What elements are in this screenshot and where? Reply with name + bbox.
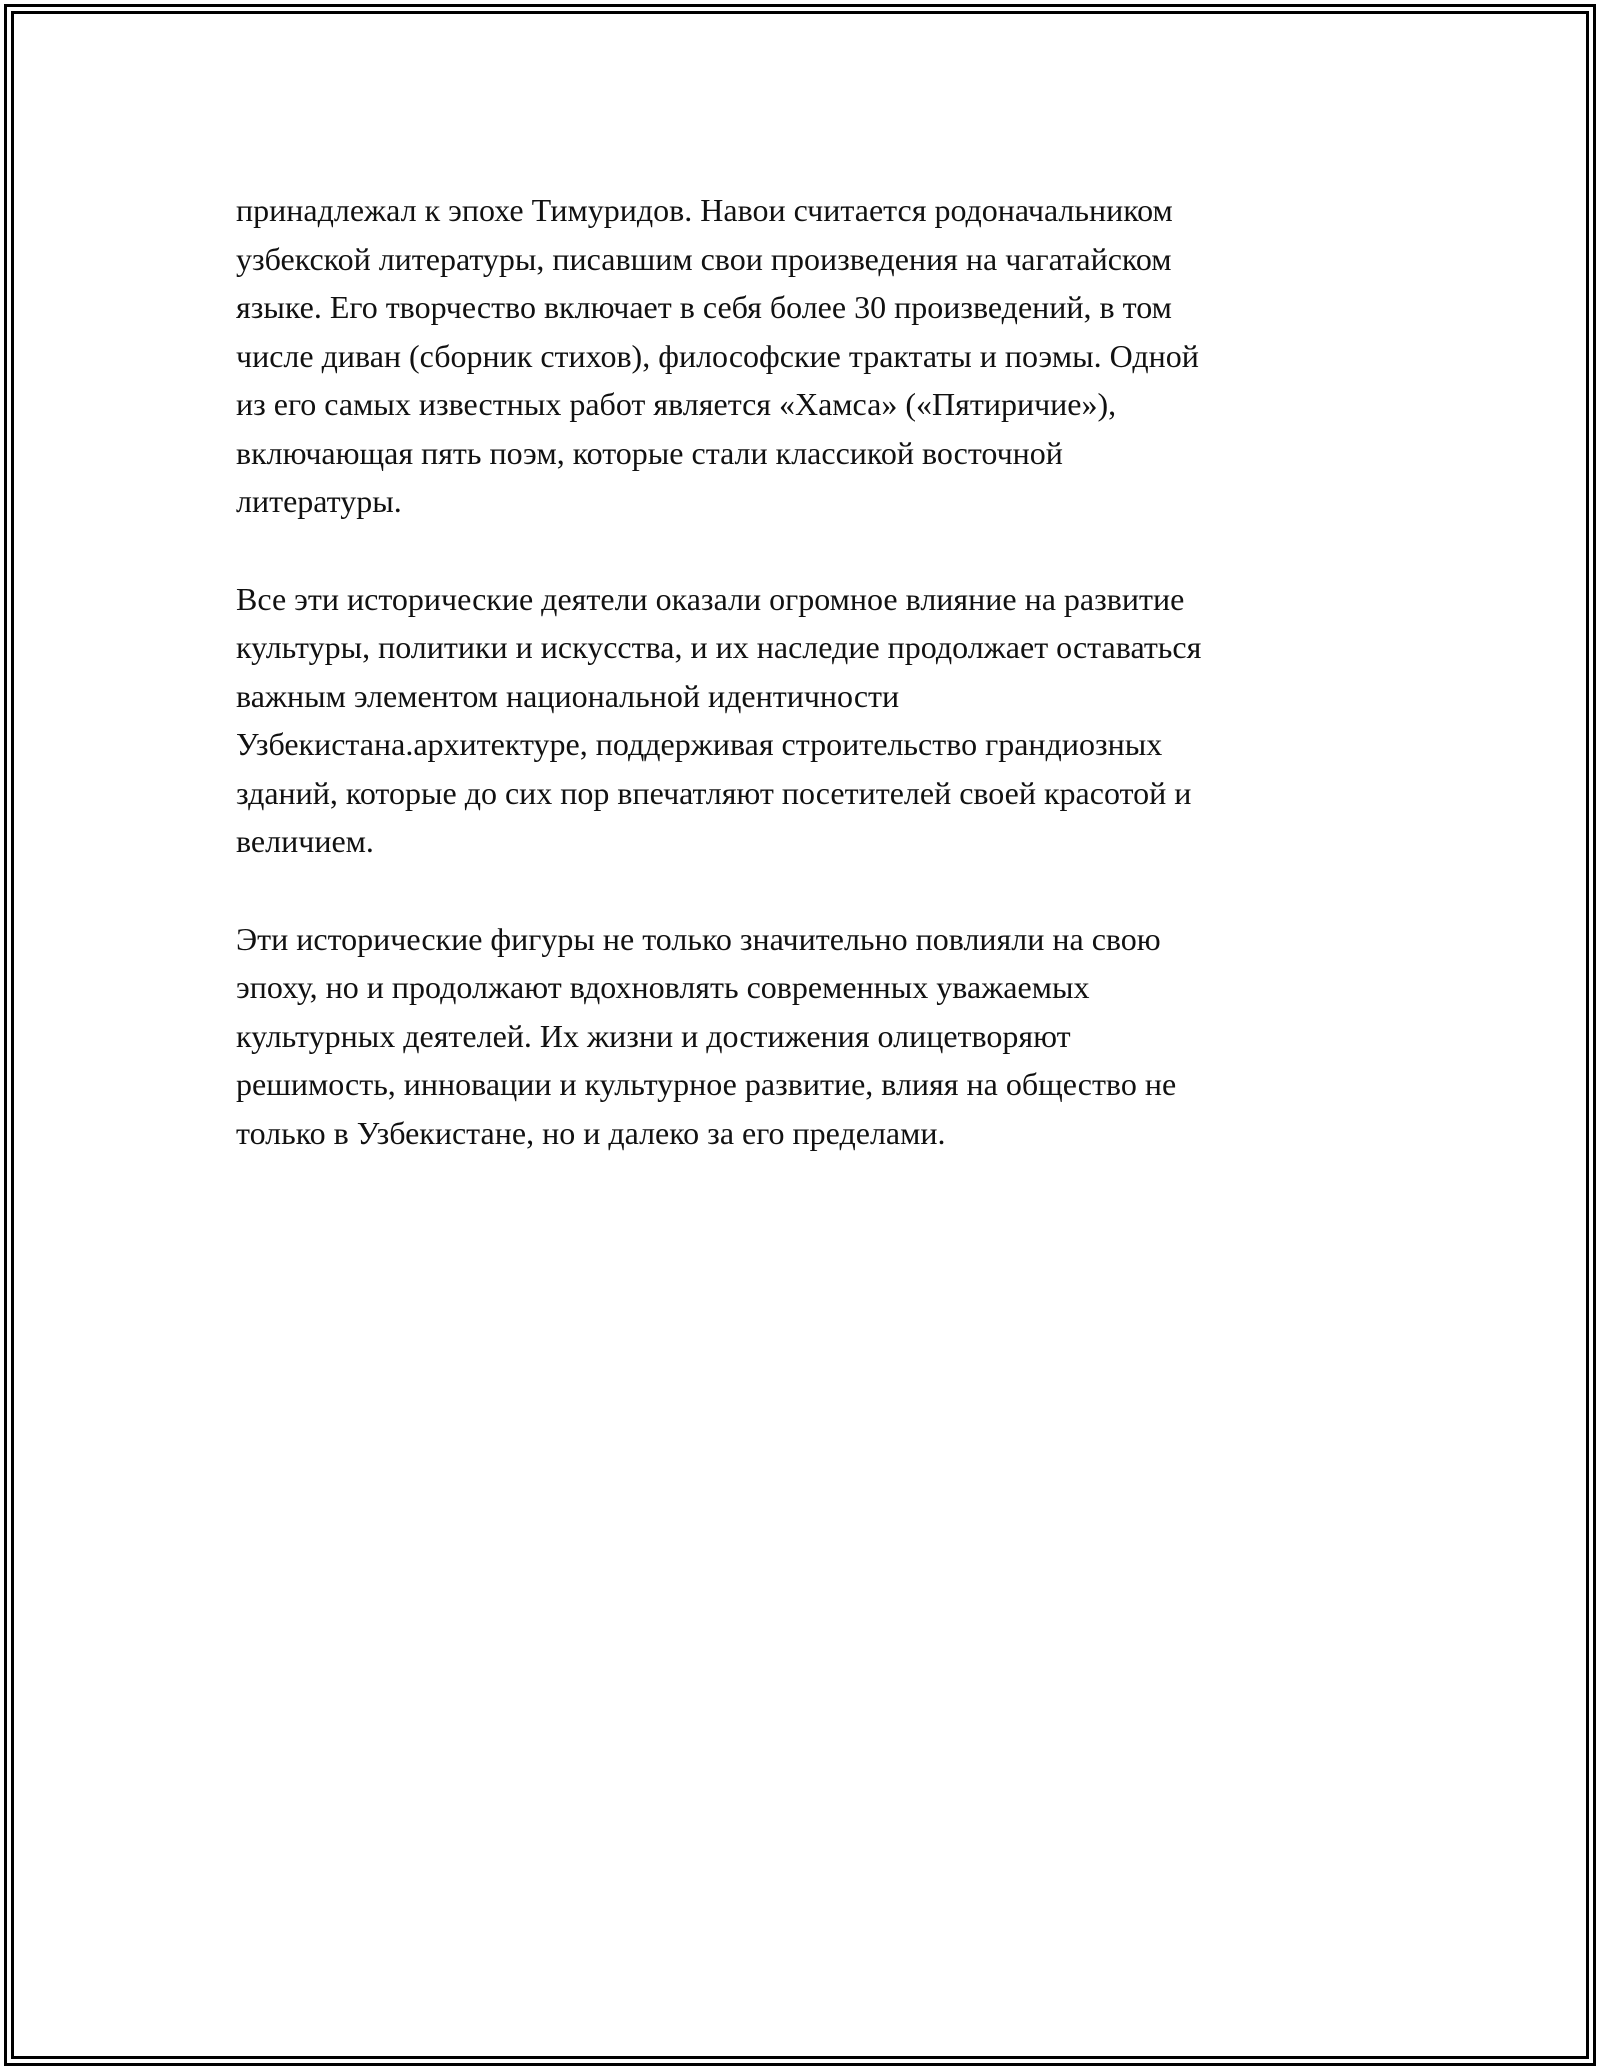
text-line: Эти исторические фигуры не только значительно повлияли на свою bbox=[236, 920, 1161, 957]
text-line: из его самых известных работ является «Хамса» («Пятиричие»), bbox=[236, 386, 1117, 422]
document-body bbox=[236, 186, 1366, 1206]
text-line: Все эти исторические деятели оказали огромное влияние на развитие bbox=[236, 580, 1185, 617]
text-line: культурных деятелей. Их жизни и достижения олицетворяют bbox=[236, 1017, 1071, 1054]
text-line: культуры, политики и искусства, и их наследие продолжает оставаться bbox=[236, 629, 1202, 665]
text-line: важным элементом национальной идентичности bbox=[236, 677, 900, 714]
text-line: литературы. bbox=[236, 483, 402, 519]
text-line: только в Узбекистане, но и далеко за его пределами. bbox=[236, 1114, 946, 1151]
paragraph-3 bbox=[236, 915, 1366, 1158]
text-line: Узбекистана.архитектуре, поддерживая строительство грандиозных bbox=[236, 726, 1163, 762]
text-line: зданий, которые до сих пор впечатляют посетителей своей красотой и bbox=[236, 774, 1192, 811]
text-line: принадлежал к эпохе Тимуридов. Навои считается родоначальником bbox=[236, 192, 1173, 228]
text-line: включающая пять поэм, которые стали классикой восточной bbox=[236, 434, 1063, 471]
paragraph-2 bbox=[236, 575, 1366, 866]
text-line: языке. Его творчество включает в себя более 30 произведений, в том bbox=[236, 289, 1172, 325]
paragraph-1 bbox=[236, 186, 1366, 526]
text-line: узбекской литературы, писавшим свои произведения на чагатайском bbox=[236, 240, 1172, 277]
text-line: числе диван (сборник стихов), философские трактаты и поэмы. Одной bbox=[236, 337, 1199, 374]
text-line: эпоху, но и продолжают вдохновлять современных уважаемых bbox=[236, 969, 1090, 1005]
text-line: величием. bbox=[236, 823, 374, 859]
text-line: решимость, инновации и культурное развитие, влияя на общество не bbox=[236, 1066, 1177, 1102]
